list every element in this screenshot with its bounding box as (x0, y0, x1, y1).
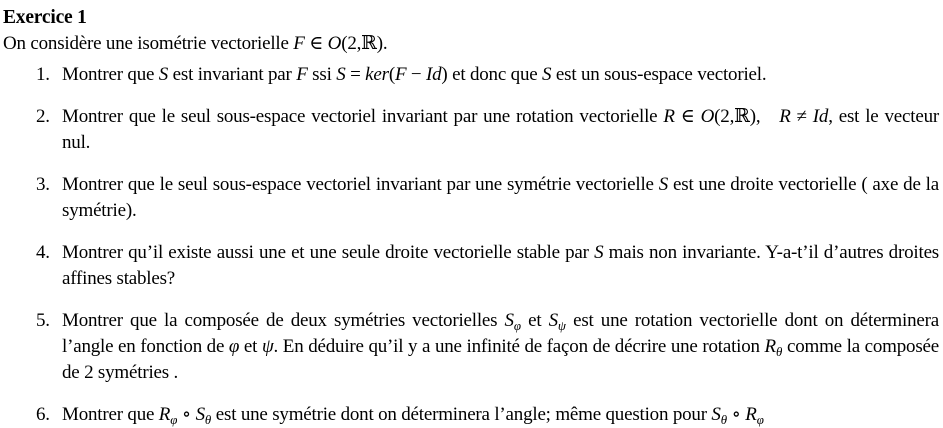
math-variable: R (158, 404, 171, 425)
math-variable: S (594, 242, 604, 263)
math-variable: φ (228, 336, 240, 357)
text-run: est une symétrie dont on déterminera l’angle; même question pour (211, 404, 712, 425)
exercise-title: Exercice 1 (3, 7, 87, 28)
text-run (760, 106, 779, 127)
math-variable: R (764, 336, 776, 357)
item-number: 5. (36, 310, 50, 331)
exercise-intro (3, 31, 939, 57)
text-run: Montrer que le seul sous-espace vectoriel invariant par une symétrie vectorielle (62, 174, 659, 195)
text-run: ∈ (674, 106, 701, 127)
math-subscript: ψ (557, 318, 566, 334)
text-run: ∘ (727, 404, 746, 425)
item-number: 6. (36, 404, 50, 425)
math-subscript: φ (513, 318, 521, 334)
math-variable: F (293, 33, 305, 54)
text-run: Montrer que la composée de deux symétries vectorielles (62, 310, 505, 331)
text-run: = (345, 64, 366, 85)
math-variable: S (548, 310, 558, 331)
text-run: est invariant par (168, 64, 297, 85)
math-variable: S (336, 64, 346, 85)
item-number: 1. (36, 64, 50, 85)
math-variable: R (745, 404, 757, 425)
item-number: 4. (36, 242, 50, 263)
text-run: , est le vecteur nul. (62, 106, 940, 153)
text-run: Montrer que (62, 64, 159, 85)
math-variable: F (296, 64, 308, 85)
item-content (62, 64, 766, 85)
math-variable: F (394, 64, 407, 85)
math-variable: ker (365, 64, 389, 85)
text-run: . En déduire qu’il y a une infinité de façon de décrire une rotation (273, 336, 765, 357)
text-run: et (239, 336, 262, 357)
math-subscript: φ (170, 412, 178, 428)
math-variable: O (327, 33, 342, 54)
text-run: Montrer qu’il existe aussi une et une seule droite vectorielle stable par (62, 242, 595, 263)
text-run: est un sous-espace vectoriel. (551, 64, 767, 85)
math-variable: S (658, 174, 669, 195)
exercise-list (3, 62, 939, 428)
text-run: ∈ (304, 33, 328, 54)
math-variable: S (158, 64, 169, 85)
math-subscript: θ (775, 344, 783, 360)
math-variable: S (711, 404, 721, 425)
text-run: et (520, 310, 549, 331)
item-content (62, 106, 939, 153)
text-run: ssi (307, 64, 337, 85)
item-number: 3. (36, 174, 50, 195)
text-run: ) et donc que (441, 64, 543, 85)
text-run: On considère une isométrie vectorielle (3, 33, 294, 54)
text-run: Montrer que (62, 404, 159, 425)
math-variable: R (663, 106, 675, 127)
math-variable: R (779, 106, 791, 127)
text-run: ≠ (790, 106, 813, 127)
math-variable: Id (812, 106, 829, 127)
exercise-item (3, 240, 939, 292)
math-subscript: θ (720, 412, 728, 428)
text-run: Montrer que le seul sous-espace vectoriel invariant par une rotation vectorielle (62, 106, 664, 127)
item-content (62, 174, 939, 221)
text-run: ( (388, 64, 395, 85)
item-content (62, 242, 939, 289)
math-variable: ψ (261, 336, 274, 357)
text-run: − (406, 64, 426, 85)
math-variable: Id (425, 64, 442, 85)
math-variable: O (700, 106, 715, 127)
text-run: ∘ (177, 404, 196, 425)
math-variable: S (195, 404, 205, 425)
math-variable: S (542, 64, 552, 85)
item-content (62, 404, 764, 428)
math-subscript: θ (204, 412, 212, 428)
exercise-item (3, 308, 939, 386)
text-run: mais non invariante. Y-a-t’il d’autres droites affines stables? (62, 242, 939, 289)
text-run: est une droite vectorielle ( axe de la symétrie). (62, 174, 939, 221)
text-run: comme la composée de 2 symétries . (62, 336, 939, 383)
item-content (62, 310, 939, 383)
item-number: 2. (36, 106, 50, 127)
math-variable: S (504, 310, 514, 331)
text-run: (2,ℝ), (714, 106, 761, 127)
math-subscript: φ (756, 412, 764, 428)
exercise-item (3, 172, 939, 224)
exercise-item (3, 104, 939, 156)
text-run: (2,ℝ). (341, 33, 388, 54)
exercise-item (3, 402, 939, 428)
text-run: est une rotation vectorielle dont on déterminera l’angle en fonction de (62, 310, 939, 357)
exercise-item (3, 62, 939, 88)
